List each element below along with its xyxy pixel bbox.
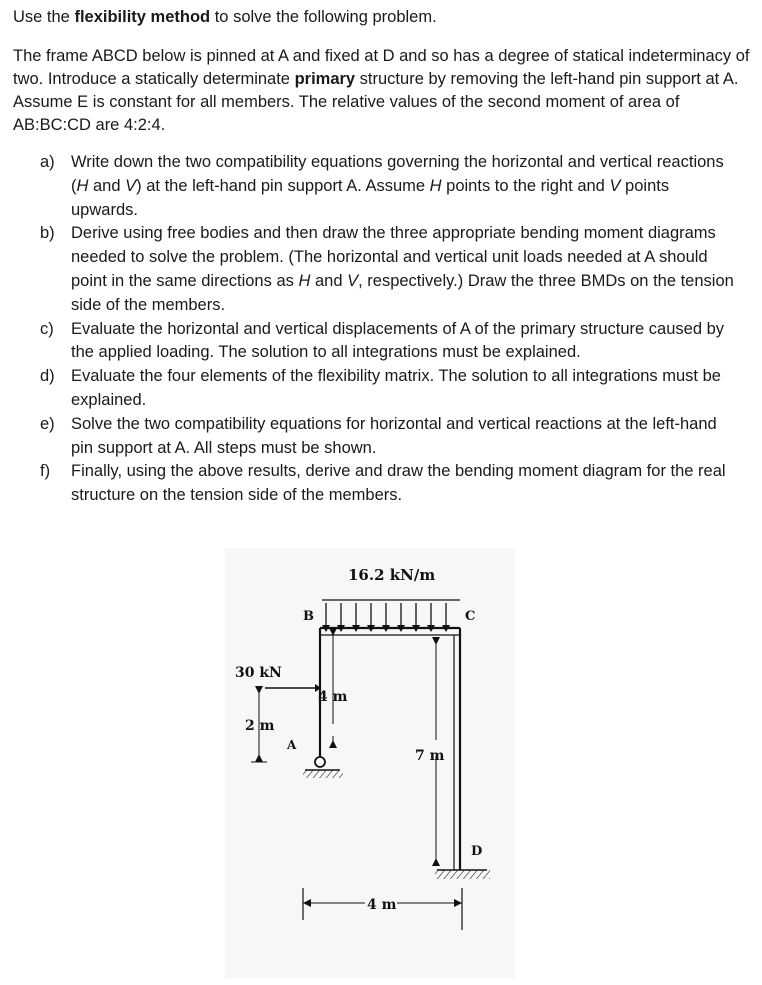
question-text: Solve the two compatibility equations for horizontal and vertical reactions at the left-hand pin support at A. All steps must be shown.: [71, 414, 717, 457]
question-label: e): [40, 414, 55, 433]
dim-2m-label: 2 m: [245, 718, 275, 734]
question-text: Evaluate the four elements of the flexibility matrix. The solution to all integrations must be explained.: [71, 367, 721, 409]
node-d-label: D: [471, 844, 483, 859]
question-text: , respectively.) Draw the three BMDs on the tension side of the members.: [71, 271, 734, 314]
ground-hatch-d: [435, 870, 490, 879]
frame-figure: [225, 548, 515, 978]
node-a-label: A: [287, 738, 297, 752]
udl-arrows: [322, 600, 460, 625]
ground-hatch-a: [303, 770, 343, 778]
dim-span-label: 4 m: [367, 897, 397, 913]
question-text: and: [88, 176, 126, 195]
question-label: a): [40, 153, 55, 171]
node-c-label: C: [465, 609, 476, 624]
question-label: b): [40, 224, 55, 243]
question-label: d): [40, 367, 55, 386]
question-text: V: [125, 176, 137, 195]
question-item: [40, 460, 740, 508]
intro-line: Use the flexibility method to solve the following problem.: [13, 8, 437, 26]
question-item: [40, 365, 740, 413]
point-load-label: 30 kN: [235, 665, 282, 681]
frame-diagram: [225, 548, 515, 978]
question-text: Write down the two compatibility equations governing the horizontal and vertical reactions (: [71, 153, 724, 195]
question-list: [40, 151, 740, 508]
question-text: V: [609, 176, 621, 195]
question-item: [40, 222, 740, 317]
intro-bold: flexibility method: [74, 8, 211, 26]
question-text: H: [298, 271, 311, 290]
question-text: Derive using free bodies and then draw the three appropriate bending moment diagrams needed to solve the problem. (The horizontal and vertical unit loads needed at A should point in the same directions as: [71, 224, 716, 290]
question-text: Evaluate the horizontal and vertical displacements of A of the primary structure caused by the applied loading. The solution to all integrations must be explained.: [71, 319, 725, 362]
question-label: c): [40, 319, 54, 338]
problem-bold: primary: [294, 70, 356, 88]
question-text: and: [310, 271, 348, 290]
node-b-label: B: [303, 609, 314, 624]
question-text: H: [76, 176, 89, 195]
question-text: H: [429, 176, 442, 195]
pin-a: [315, 757, 325, 767]
question-item: [40, 318, 740, 366]
question-text: ) at the left-hand pin support A. Assume: [136, 176, 430, 195]
question-label: f): [40, 462, 51, 481]
problem-statement: The frame ABCD below is pinned at A and fixed at D and so has a degree of statical indeterminacy of two. Introduce a statically determinate primary structure by removing the left-hand pin support at A. Assume E is constant for all members. The relative values of the second moment of area of AB:BC:CD are 4:2:4.: [13, 47, 750, 134]
question-text: points to the right and: [441, 176, 610, 195]
question-item: [40, 151, 740, 222]
dim-ab-label: 4 m: [318, 689, 348, 705]
dim-cd-label: 7 m: [415, 748, 445, 764]
udl-label: 16.2 kN/m: [348, 566, 436, 584]
question-text: points upwards.: [71, 176, 670, 219]
question-item: [40, 413, 740, 461]
question-text: V: [347, 271, 359, 290]
question-text: Finally, using the above results, derive and draw the bending moment diagram for the real structure on the tension side of the members.: [71, 462, 726, 505]
